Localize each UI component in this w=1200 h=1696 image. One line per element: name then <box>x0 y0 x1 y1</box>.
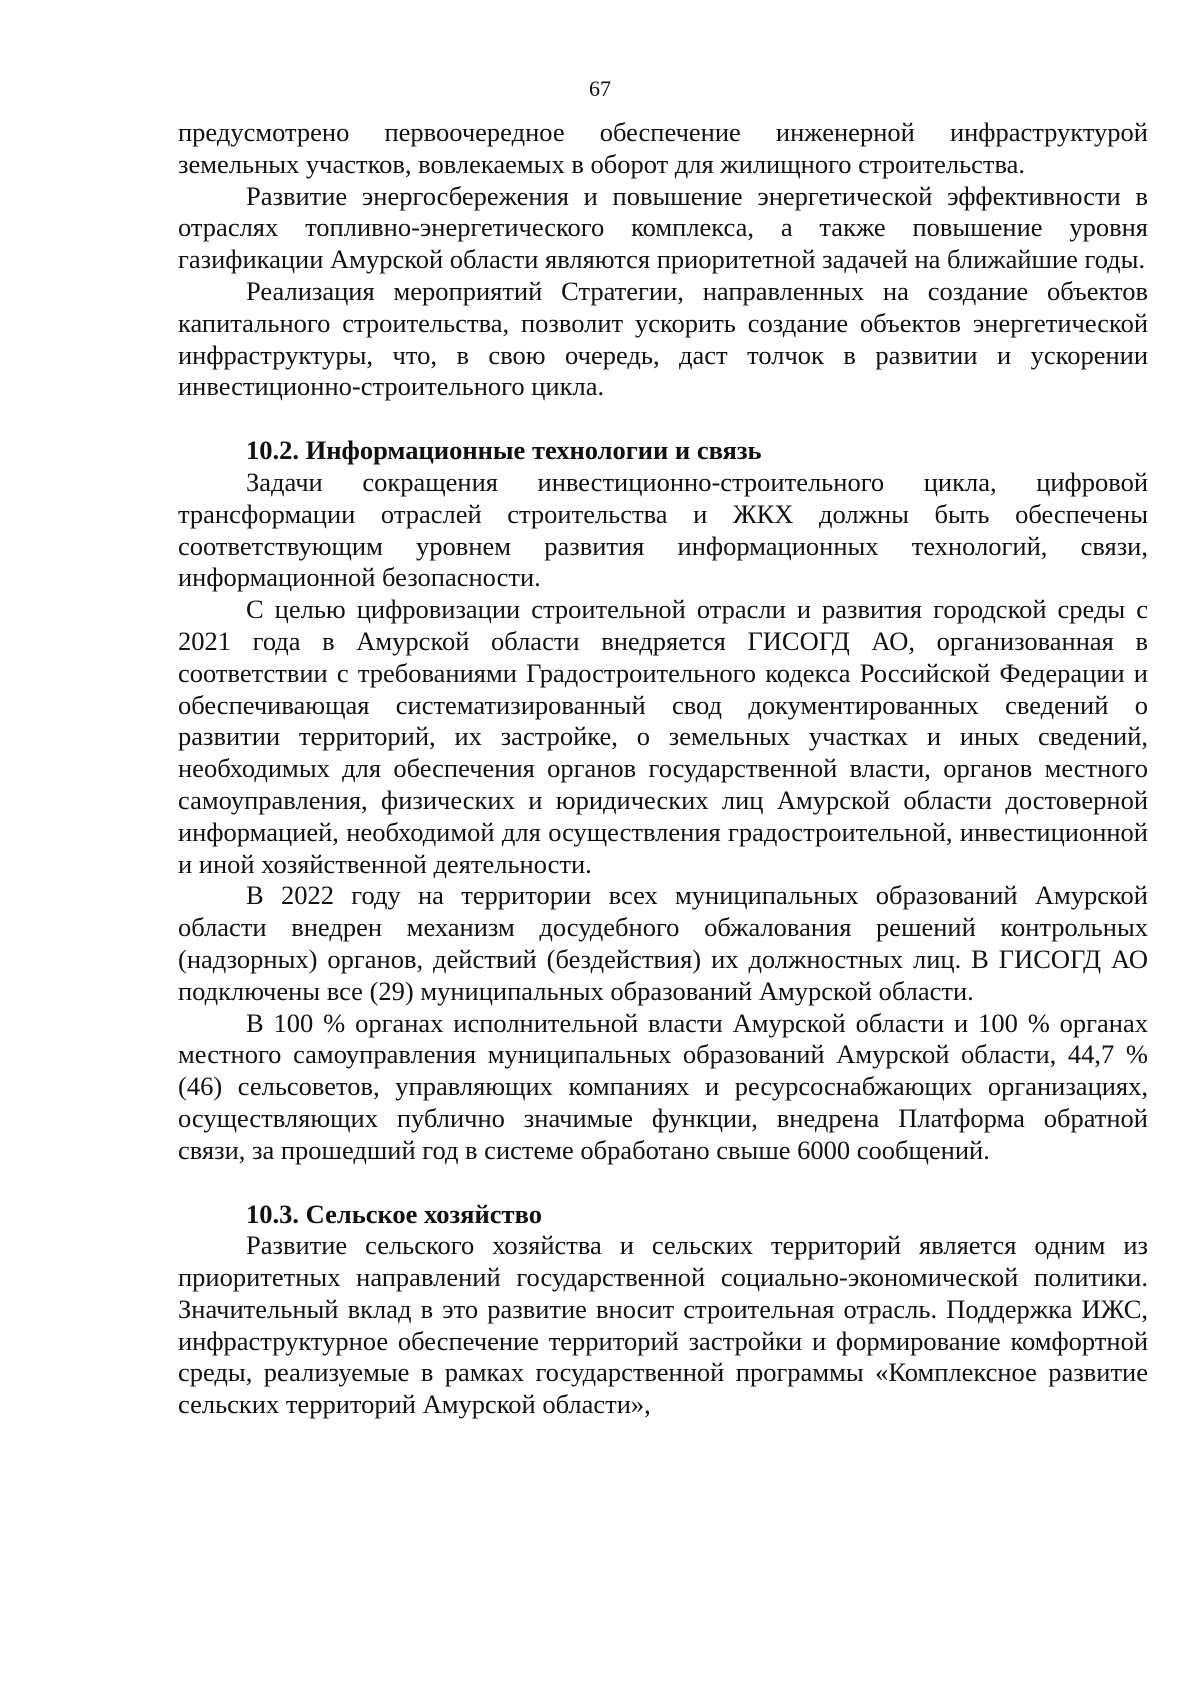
paragraph: предусмотрено первоочередное обеспечение инженерной инфраструктурой земельных участков, вовлекаемых в оборот для жилищного строительства. <box>178 117 1148 179</box>
section-heading-10-3: 10.3. Сельское хозяйство <box>246 1198 542 1229</box>
document-body <box>178 117 1148 1421</box>
paragraph: Реализация мероприятий Стратегии, направленных на создание объектов капитального строительства, позволит ускорить создание объектов энергетической инфраструктуры, что, в свою очередь, даст толчок в развитии и ускорении инвестиционно-строительного цикла. <box>178 275 1148 402</box>
paragraph: Развитие сельского хозяйства и сельских территорий является одним из приоритетных направлений государственной социально-экономической политики. Значительный вклад в это развитие вносит строительная отрасль. Поддержка ИЖС, инфраструктурное обеспечение территорий застройки и формирование комфортной среды, реализуемые в рамках государственной программы «Комплексное развитие сельских территорий Амурской области», <box>178 1230 1148 1420</box>
paragraph: В 2022 году на территории всех муниципальных образований Амурской области внедрен механизм досудебного обжалования решений контрольных (надзорных) органов, действий (бездействия) их должностных лиц. В ГИСОГД АО подключены все (29) муниципальных образований Амурской области. <box>178 880 1148 1006</box>
paragraph: В 100 % органах исполнительной власти Амурской области и 100 % органах местного самоуправления муниципальных образований Амурской области, 44,7 % (46) сельсоветов, управляющих компаниях и ресурсоснабжающих организациях, осуществляющих публично значимые функции, внедрена Платформа обратной связи, за прошедший год в системе обработано свыше 6000 сообщений. <box>178 1007 1148 1165</box>
paragraph: С целью цифровизации строительной отрасли и развития городской среды с 2021 года в Амурской области внедряется ГИСОГД АО, организованная в соответствии с требованиями Градостроительного кодекса Российской Федерации и обеспечивающая систематизированный свод документированных сведений о развитии территорий, их застройке, о земельных участках и иных сведений, необходимых для обеспечения органов государственной власти, органов местного самоуправления, физических и юридических лиц Амурской области достоверной информацией, необходимой для осуществления градостроительной, инвестиционной и иной хозяйственной деятельности. <box>178 594 1148 879</box>
paragraph: Развитие энергосбережения и повышение энергетической эффективности в отраслях топливно-энергетического комплекса, а также повышение уровня газификации Амурской области являются приоритетной задачей на ближайшие годы. <box>178 180 1148 275</box>
page-number: 67 <box>589 76 611 101</box>
section-heading-10-2: 10.2. Информационные технологии и связь <box>246 435 762 466</box>
section-spacer <box>178 403 1148 435</box>
paragraph: Задачи сокращения инвестиционно-строительного цикла, цифровой трансформации отраслей строительства и ЖКХ должны быть обеспечены соответствующим уровнем развития информационных технологий, связи, информационной безопасности. <box>178 466 1148 593</box>
section-spacer <box>178 1167 1148 1199</box>
